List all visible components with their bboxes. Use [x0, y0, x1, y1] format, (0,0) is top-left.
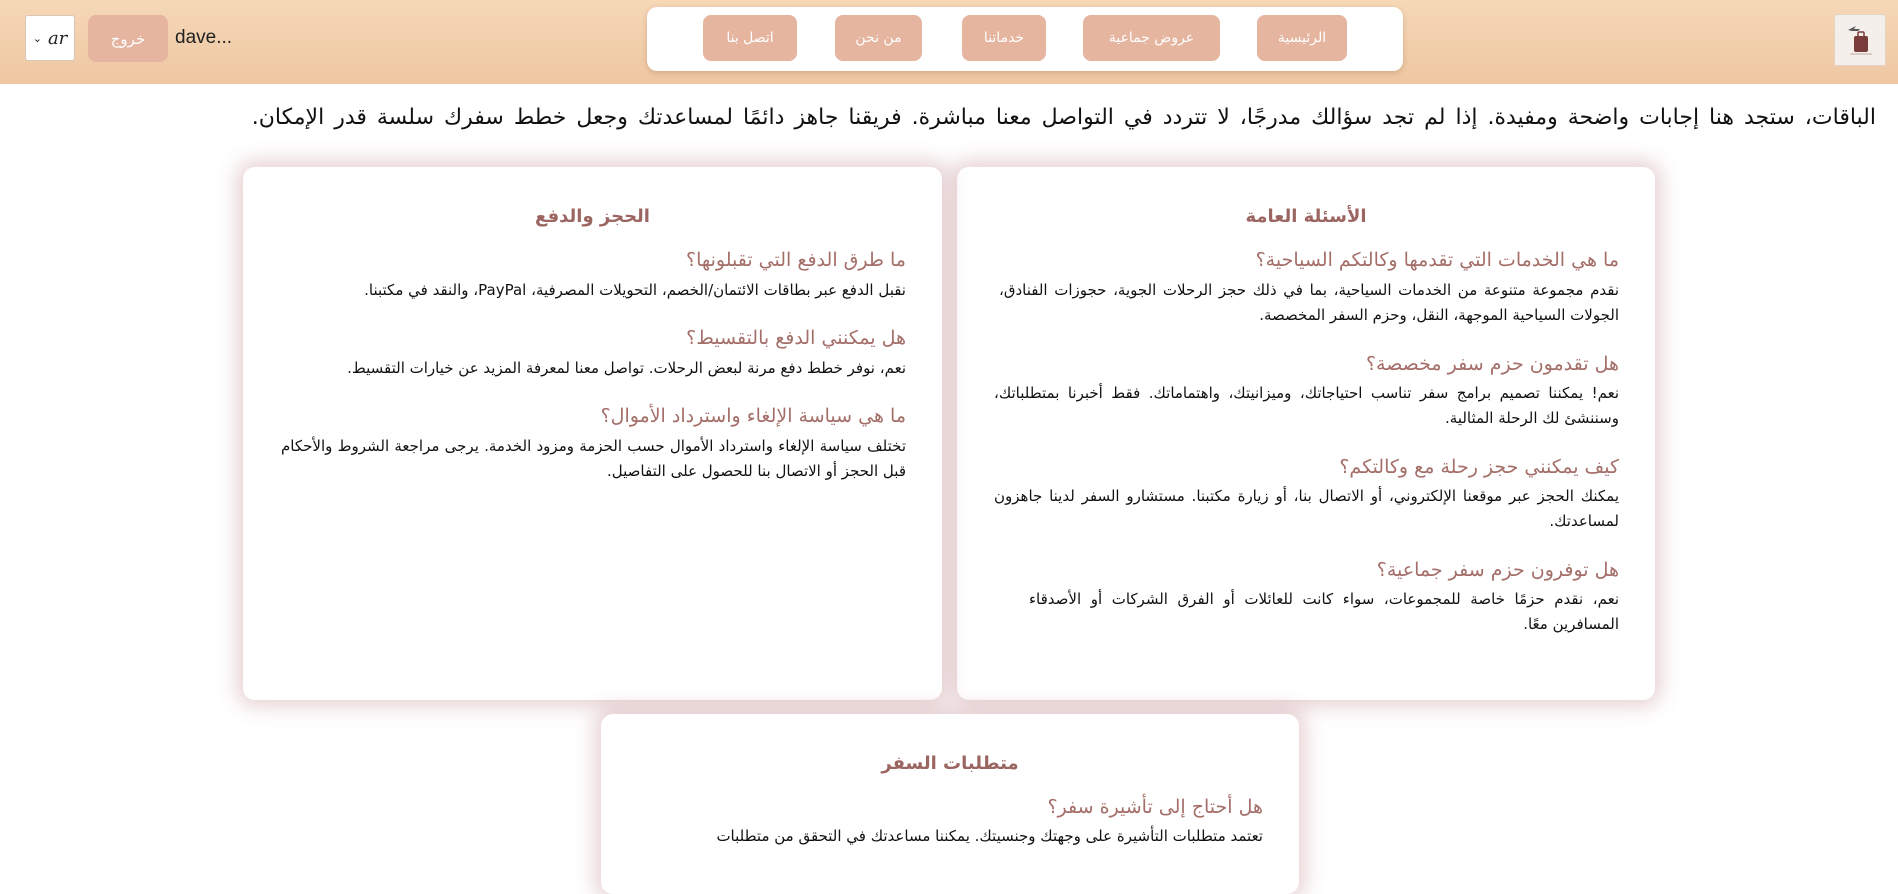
faq-question: ما طرق الدفع التي تقبلونها؟ — [685, 249, 906, 271]
faq-card-travel — [601, 714, 1299, 894]
top-header — [0, 0, 1898, 84]
faq-answer: نقبل الدفع عبر بطاقات الائتمان/الخصم، التحويلات المصرفية، PayPal، والنقد في مكتبنا. — [364, 281, 906, 299]
faq-answer: يمكنك الحجز عبر موقعنا الإلكتروني، أو الاتصال بنا، أو زيارة مكتبنا. مستشارو السفر لدينا جاهزون لمساعدتك. — [994, 487, 1619, 530]
nav-home-button[interactable]: الرئيسية — [1257, 15, 1347, 61]
faq-question: هل يمكنني الدفع بالتقسيط؟ — [686, 327, 906, 349]
faq-card-general — [957, 167, 1655, 700]
faq-question: ما هي الخدمات التي تقدمها وكالتكم السياحية؟ — [1255, 249, 1619, 271]
card-title-travel: متطلبات السفر — [881, 753, 1019, 774]
card-title-general: الأسئلة العامة — [1245, 206, 1367, 227]
site-logo[interactable] — [1834, 14, 1886, 66]
faq-answer: نعم، نقدم حزمًا خاصة للمجموعات، سواء كانت للعائلات أو الفرق الشركات أو الأصدقاء المسافرين معًا. — [1029, 590, 1619, 633]
username-label: dave... — [175, 27, 233, 48]
faq-question: هل توفرون حزم سفر جماعية؟ — [1376, 559, 1619, 581]
faq-question: هل أحتاج إلى تأشيرة سفر؟ — [1047, 796, 1263, 818]
chevron-down-icon: ⌄ — [32, 31, 42, 45]
language-select[interactable] — [25, 15, 75, 61]
main-navigation — [647, 7, 1403, 71]
faq-card-payment — [243, 167, 942, 700]
nav-about-button[interactable]: من نحن — [835, 15, 922, 61]
faq-answer: تختلف سياسة الإلغاء واسترداد الأموال حسب الحزمة ومزود الخدمة. يرجى مراجعة الشروط والأحكام قبل الحجز أو الاتصال بنا للحصول على التفاصيل. — [281, 437, 906, 480]
faq-answer: نعم! يمكننا تصميم برامج سفر تناسب احتياجاتك، وميزانيتك، واهتماماتك. فقط أخبرنا بمتطلباتك، وسننشئ لك الرحلة المثالية. — [994, 384, 1619, 427]
nav-group-offers-button[interactable]: عروض جماعية — [1083, 15, 1220, 61]
faq-question: هل تقدمون حزم سفر مخصصة؟ — [1365, 353, 1619, 375]
travel-logo-icon — [1840, 20, 1880, 60]
faq-question: ما هي سياسة الإلغاء واسترداد الأموال؟ — [600, 405, 906, 427]
faq-answer: نعم، نوفر خطط دفع مرنة لبعض الرحلات. تواصل معنا لمعرفة المزيد عن خيارات التقسيط. — [347, 359, 906, 377]
nav-contact-button[interactable]: اتصل بنا — [703, 15, 797, 61]
faq-answer: تعتمد متطلبات التأشيرة على وجهتك وجنسيتك. يمكننا مساعدتك في التحقق من متطلبات — [716, 827, 1263, 845]
nav-services-button[interactable]: خدماتنا — [962, 15, 1046, 61]
logout-button[interactable]: خروج — [88, 15, 168, 62]
faq-question: كيف يمكنني حجز رحلة مع وكالتكم؟ — [1339, 456, 1619, 478]
language-value: ar — [47, 27, 68, 49]
card-title-payment: الحجز والدفع — [535, 206, 650, 227]
faq-answer: نقدم مجموعة متنوعة من الخدمات السياحية، بما في ذلك حجز الرحلات الجوية، حجوزات الفنادق، الجولات السياحية الموجهة، النقل، وحزم السفر المخصصة. — [999, 281, 1619, 324]
intro-paragraph: الباقات، ستجد هنا إجابات واضحة ومفيدة. إذا لم تجد سؤالك مدرجًا، لا تتردد في التواصل معنا مباشرة. فريقنا جاهز دائمًا لمساعدتك وجعل خطط سفرك سلسة قدر الإمكان. — [251, 105, 1876, 130]
